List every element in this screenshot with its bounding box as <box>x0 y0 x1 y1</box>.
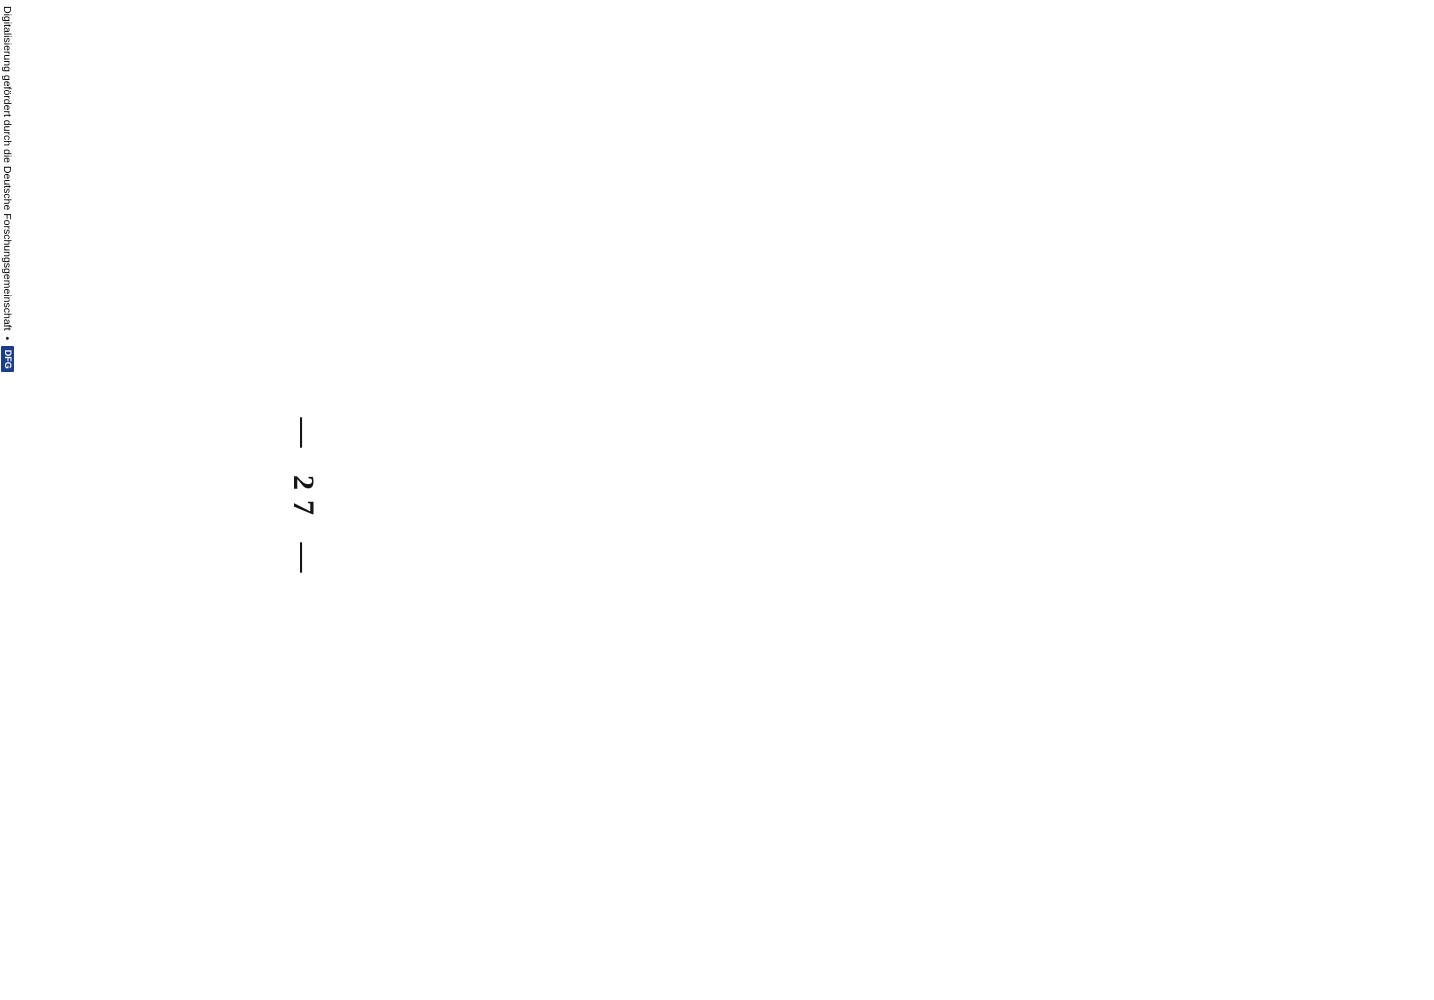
dfg-logo-icon: DFG <box>1 346 14 372</box>
digitization-footer <box>1 6 14 372</box>
page-number: — 27 — <box>287 417 320 583</box>
separator-dot: • <box>1 336 14 341</box>
footer-text: Digitalisierung gefördert durch die Deutsche Forschungsgemeinschaft <box>1 6 14 331</box>
